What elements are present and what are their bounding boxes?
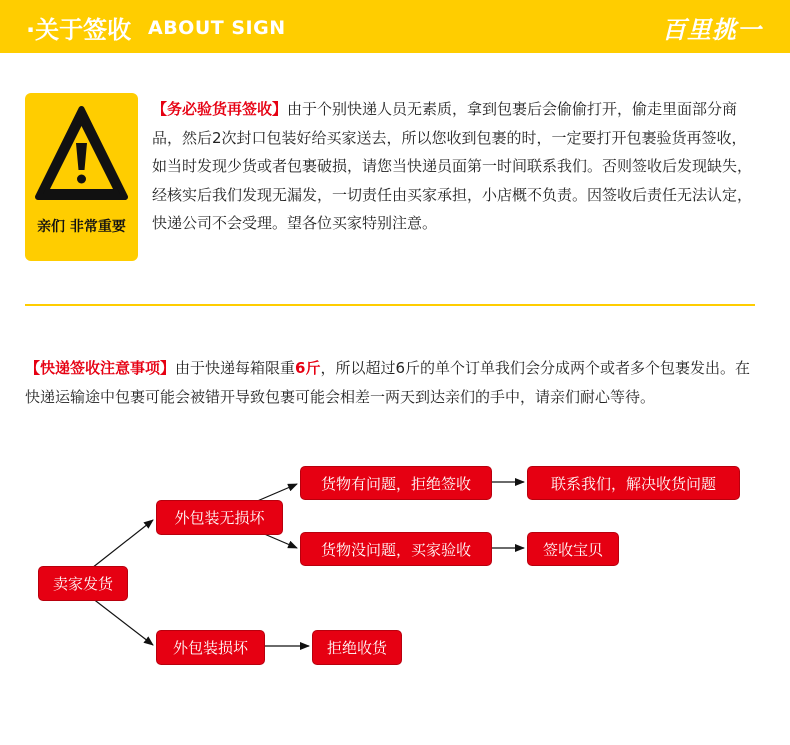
flow-node-reject: 拒绝收货 bbox=[312, 630, 402, 665]
arrow-start-intact bbox=[92, 520, 153, 568]
header-title-en: ABOUT SIGN bbox=[148, 17, 286, 39]
header-title: ·关于签收 bbox=[26, 16, 132, 44]
flow-node-damaged: 外包装损坏 bbox=[156, 630, 265, 665]
flow-node-sign: 签收宝贝 bbox=[527, 532, 619, 566]
notice-heading: 【快递签收注意事项】 bbox=[25, 359, 176, 377]
flow-node-problem: 货物有问题，拒绝签收 bbox=[300, 466, 492, 500]
warning-text: 由于个别快递人员无素质，拿到包裹后会偷偷打开，偷走里面部分商品，然后2次封口包装好给买家送去，所以您收到包裹的时，一定要打开包裹验货再签收，如当时发现少货或者包裹破损，请您当快递员面第一时间联系我们。否则签收后发现缺失，经核实后我们发现无漏发，一切责任由买家承担，小店概不负责。因签收后责任无法认定，快递公司不会受理。望各位买家特别注意。 bbox=[152, 100, 753, 232]
brand-logo: 百里挑一 bbox=[662, 16, 762, 44]
arrow-start-damaged bbox=[92, 598, 153, 645]
warning-label: 亲们 非常重要 bbox=[37, 219, 126, 235]
flow-node-intact: 外包装无损坏 bbox=[156, 500, 283, 535]
notice-weight: 6斤 bbox=[295, 359, 321, 377]
flow-node-start: 卖家发货 bbox=[38, 566, 128, 601]
notice-text-after: ，所以超过6斤的单个订单我们会分成两个或者多个包裹发出。在快递运输途中包裹可能会被错开导致包裹可能会相差一两天到达亲们的手中，请亲们耐心等待。 bbox=[25, 359, 751, 406]
warning-heading: 【务必验货再签收】 bbox=[152, 100, 288, 118]
notice-text-before: 由于快递每箱限重 bbox=[175, 359, 296, 377]
flow-node-contact: 联系我们，解决收货问题 bbox=[527, 466, 740, 500]
flow-node-ok: 货物没问题，买家验收 bbox=[300, 532, 492, 566]
